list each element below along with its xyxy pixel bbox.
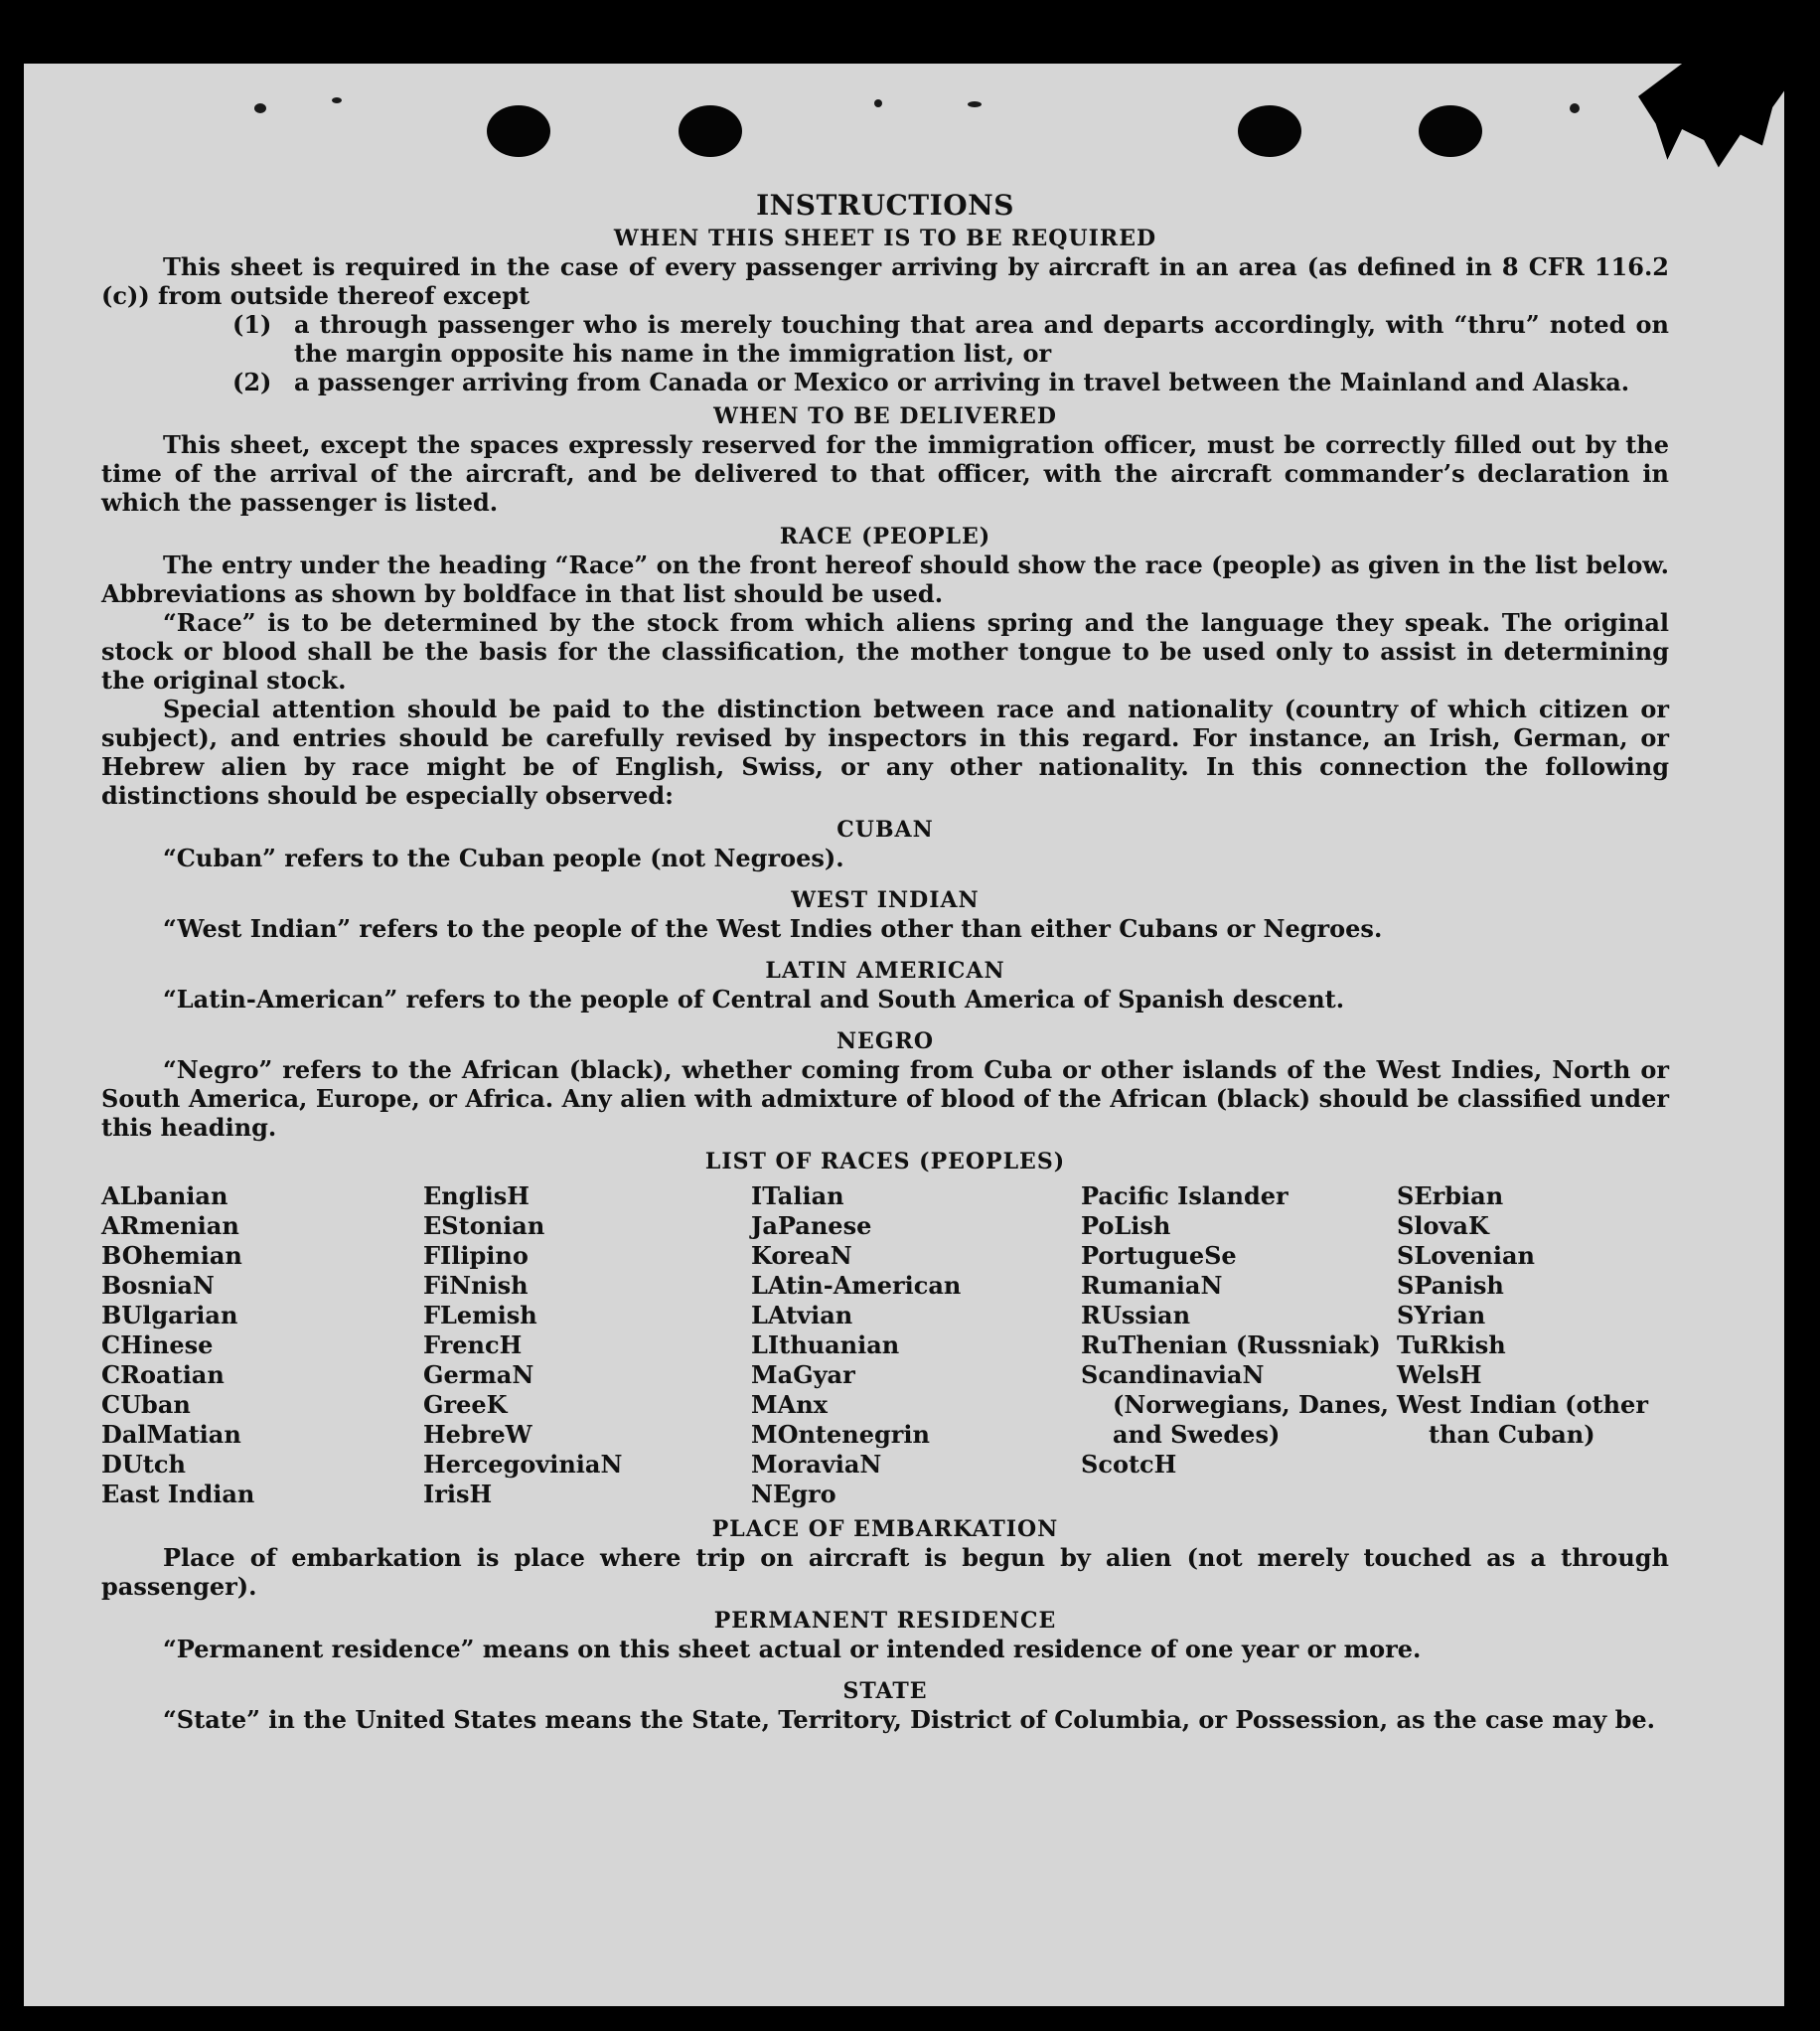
exception-item bbox=[101, 368, 1669, 396]
paragraph-required: This sheet is required in the case of every passenger arriving by aircraft in an area (as defined in 8 CFR 116.2 (c)) from outside thereof except bbox=[101, 252, 1669, 310]
paragraph-negro: “Negro” refers to the African (black), whether coming from Cuba or other islands of the West Indies, North or South America, Europe, or Africa. Any alien with admixture of blood of the African (black) should be classified under this heading. bbox=[101, 1055, 1669, 1142]
document-sheet bbox=[24, 64, 1784, 2006]
heading-permanent-residence: PERMANENT RESIDENCE bbox=[713, 1608, 1057, 1634]
race-entry: East Indian bbox=[101, 1480, 255, 1508]
race-entry: PoLish bbox=[1081, 1211, 1171, 1240]
paragraph-embarkation: Place of embarkation is place where trip on aircraft is begun by alien (not merely touched as a through passenger). bbox=[101, 1543, 1669, 1601]
speck bbox=[332, 97, 342, 103]
race-entry: ScotcH bbox=[1081, 1450, 1177, 1479]
race-entry: ScandinaviaN (Norwegians, Danes, and Swedes) bbox=[1081, 1360, 1389, 1449]
heading-negro: NEGRO bbox=[835, 1028, 935, 1054]
race-entry: RUssian bbox=[1081, 1301, 1191, 1329]
torn-corner bbox=[1638, 64, 1784, 173]
race-entry: FrencH bbox=[423, 1330, 523, 1359]
race-entry: SlovaK bbox=[1397, 1211, 1489, 1240]
page-title: INSTRUCTIONS bbox=[756, 189, 1014, 222]
heading-when-required: WHEN THIS SHEET IS TO BE REQUIRED bbox=[613, 226, 1157, 251]
race-entry: TuRkish bbox=[1397, 1330, 1506, 1359]
race-entry: SPanish bbox=[1397, 1271, 1504, 1300]
race-entry: EnglisH bbox=[423, 1181, 530, 1210]
race-entry: MOntenegrin bbox=[751, 1420, 930, 1449]
race-entry: LAtvian bbox=[751, 1301, 853, 1329]
exception-number: (1) bbox=[232, 310, 272, 339]
race-entry: BOhemian bbox=[101, 1241, 242, 1270]
speck bbox=[968, 101, 982, 107]
heading-embarkation: PLACE OF EMBARKATION bbox=[711, 1516, 1059, 1542]
race-entry: PortugueSe bbox=[1081, 1241, 1237, 1270]
paragraph-permanent-residence: “Permanent residence” means on this sheet actual or intended residence of one year or more. bbox=[163, 1635, 1422, 1663]
race-entry: NEgro bbox=[751, 1480, 836, 1508]
exception-text: a through passenger who is merely touching that area and departs accordingly, with “thru” noted on the margin opposite his name in the immigration list, or bbox=[294, 310, 1669, 368]
heading-list-of-races: LIST OF RACES (PEOPLES) bbox=[704, 1149, 1066, 1174]
race-entry: ARmenian bbox=[101, 1211, 239, 1240]
races-list bbox=[101, 1181, 1669, 1509]
heading-latin-american: LATIN AMERICAN bbox=[765, 958, 1005, 984]
race-entry: RumaniaN bbox=[1081, 1271, 1223, 1300]
race-entry: EStonian bbox=[423, 1211, 545, 1240]
race-entry: RuThenian (Russniak) bbox=[1081, 1330, 1381, 1359]
race-entry: LAtin-American bbox=[751, 1271, 962, 1300]
punch-hole bbox=[679, 105, 742, 157]
race-entry: BUlgarian bbox=[101, 1301, 238, 1329]
race-entry: LIthuanian bbox=[751, 1330, 900, 1359]
race-entry: DalMatian bbox=[101, 1420, 241, 1449]
race-entry: JaPanese bbox=[751, 1211, 872, 1240]
race-entry: KoreaN bbox=[751, 1241, 852, 1270]
exception-text: a passenger arriving from Canada or Mexico or arriving in travel between the Mainland and Alaska. bbox=[294, 368, 1630, 396]
punch-hole bbox=[1419, 105, 1482, 157]
instructions-body bbox=[101, 187, 1669, 1734]
races-column-4 bbox=[1081, 1181, 1397, 1509]
paragraph-race-3: Special attention should be paid to the distinction between race and nationality (country of which citizen or subject), and entries should be carefully revised by inspectors in this regard. For instance, an Irish, German, or Hebrew alien by race might be of English, Swiss, or any other nationality. In this connection the following distinctions should be especially observed: bbox=[101, 695, 1669, 810]
race-entry: MAnx bbox=[751, 1390, 828, 1419]
heading-when-delivered: WHEN TO BE DELIVERED bbox=[713, 403, 1057, 429]
race-entry: HercegoviniaN bbox=[423, 1450, 623, 1479]
paragraph-delivered: This sheet, except the spaces expressly reserved for the immigration officer, must be correctly filled out by the time of the arrival of the aircraft, and be delivered to that officer, with the aircraft commander’s declaration in which the passenger is listed. bbox=[101, 430, 1669, 517]
races-column-3 bbox=[751, 1181, 1081, 1509]
race-entry: CUban bbox=[101, 1390, 191, 1419]
exceptions-list bbox=[101, 310, 1669, 396]
punch-hole bbox=[1238, 105, 1301, 157]
heading-race: RACE (PEOPLE) bbox=[779, 524, 991, 549]
punch-hole bbox=[487, 105, 550, 157]
speck bbox=[874, 99, 882, 107]
race-entry: CRoatian bbox=[101, 1360, 225, 1389]
race-entry: IrisH bbox=[423, 1480, 493, 1508]
race-entry: FLemish bbox=[423, 1301, 537, 1329]
race-entry: MoraviaN bbox=[751, 1450, 882, 1479]
race-entry: GreeK bbox=[423, 1390, 508, 1419]
race-entry: ITalian bbox=[751, 1181, 844, 1210]
race-entry: DUtch bbox=[101, 1450, 186, 1479]
paragraph-race-1: The entry under the heading “Race” on the front hereof should show the race (people) as given in the list below. Abbreviations as shown by boldface in that list should be used. bbox=[101, 550, 1669, 608]
race-entry: CHinese bbox=[101, 1330, 214, 1359]
paragraph-state: “State” in the United States means the State, Territory, District of Columbia, or Possession, as the case may be. bbox=[163, 1705, 1655, 1734]
speck bbox=[1570, 103, 1580, 113]
exception-number: (2) bbox=[232, 368, 272, 396]
race-entry: FIlipino bbox=[423, 1241, 529, 1270]
speck bbox=[254, 103, 266, 113]
race-entry: Pacific Islander bbox=[1081, 1181, 1289, 1210]
race-entry: BosniaN bbox=[101, 1271, 215, 1300]
race-entry: SYrian bbox=[1397, 1301, 1486, 1329]
races-column-2 bbox=[423, 1181, 751, 1509]
races-column-5 bbox=[1397, 1181, 1669, 1509]
race-entry: FiNnish bbox=[423, 1271, 529, 1300]
heading-state: STATE bbox=[842, 1678, 928, 1704]
paragraph-latin-american: “Latin-American” refers to the people of Central and South America of Spanish descent. bbox=[163, 985, 1345, 1014]
race-entry: ALbanian bbox=[101, 1181, 228, 1210]
paragraph-race-2: “Race” is to be determined by the stock from which aliens spring and the language they speak. The original stock or blood shall be the basis for the classification, the mother tongue to be used only to assist in determining the original stock. bbox=[101, 608, 1669, 695]
race-entry: GermaN bbox=[423, 1360, 534, 1389]
race-entry: SErbian bbox=[1397, 1181, 1504, 1210]
heading-cuban: CUBAN bbox=[836, 817, 934, 843]
race-entry: SLovenian bbox=[1397, 1241, 1535, 1270]
race-entry: MaGyar bbox=[751, 1360, 855, 1389]
heading-west-indian: WEST INDIAN bbox=[791, 887, 980, 913]
race-entry: West Indian (other than Cuban) bbox=[1397, 1390, 1648, 1449]
exception-item bbox=[101, 310, 1669, 368]
paragraph-cuban: “Cuban” refers to the Cuban people (not Negroes). bbox=[163, 844, 844, 872]
paragraph-west-indian: “West Indian” refers to the people of the West Indies other than either Cubans or Negroes. bbox=[163, 914, 1383, 943]
races-column-1 bbox=[101, 1181, 423, 1509]
race-entry: HebreW bbox=[423, 1420, 532, 1449]
race-entry: WelsH bbox=[1397, 1360, 1482, 1389]
